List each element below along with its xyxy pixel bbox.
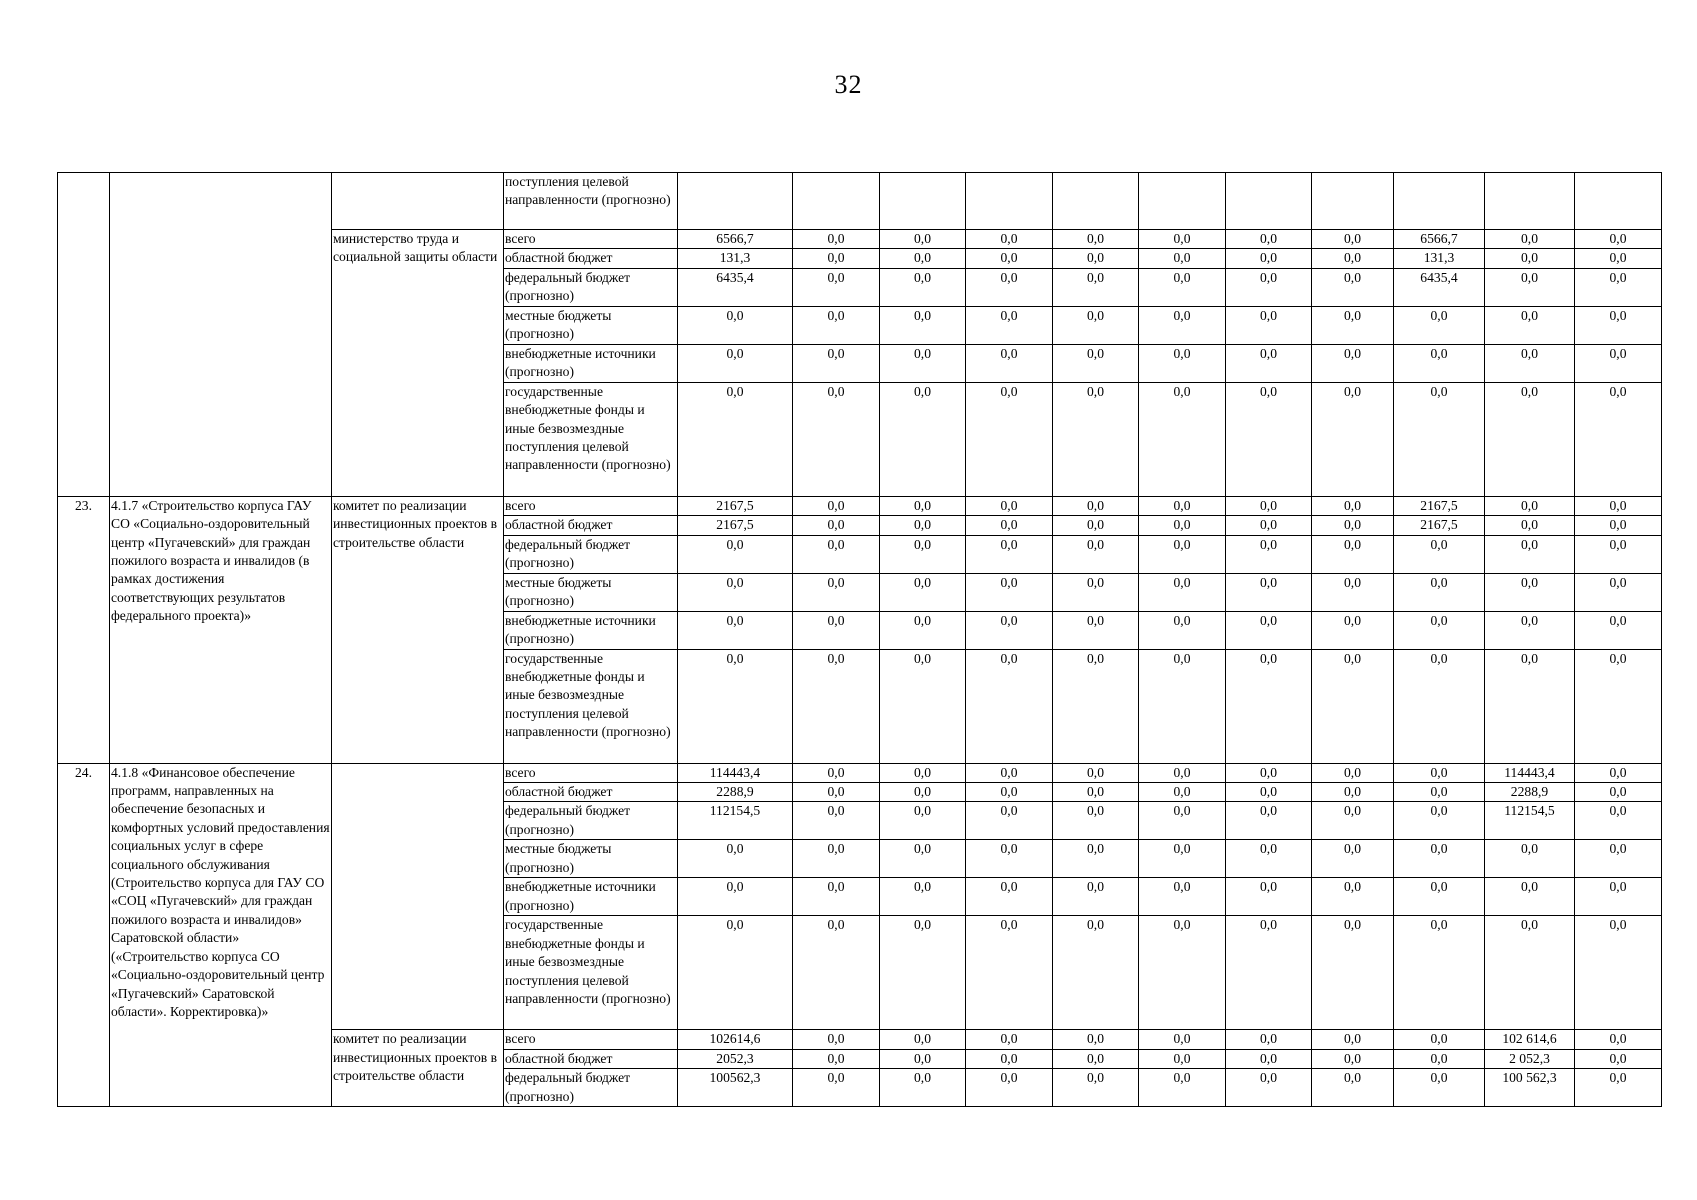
amount-cell: 0,0 (793, 763, 880, 782)
amount-cell: 0,0 (966, 516, 1053, 535)
measure-title (110, 173, 332, 497)
funding-source: областной бюджет (504, 249, 678, 268)
amount-cell: 0,0 (1312, 763, 1394, 782)
amount-cell: 0,0 (1312, 783, 1394, 802)
funding-source: всего (504, 763, 678, 782)
amount-cell: 0,0 (1485, 249, 1575, 268)
amount-cell: 0,0 (880, 611, 966, 649)
amount-cell (1394, 173, 1485, 230)
amount-cell: 0,0 (1139, 802, 1226, 840)
amount-cell: 0,0 (1053, 344, 1139, 382)
amount-cell: 0,0 (1312, 382, 1394, 496)
amount-cell: 0,0 (1312, 802, 1394, 840)
amount-cell: 0,0 (1226, 249, 1312, 268)
amount-cell: 0,0 (1575, 516, 1662, 535)
amount-cell: 6435,4 (678, 268, 793, 306)
amount-cell: 0,0 (1312, 1049, 1394, 1068)
row-number: 24. (58, 763, 110, 1107)
amount-cell: 0,0 (1139, 230, 1226, 249)
amount-cell: 0,0 (1485, 573, 1575, 611)
amount-cell: 0,0 (1394, 1049, 1485, 1068)
amount-cell: 0,0 (966, 840, 1053, 878)
amount-cell (793, 173, 880, 230)
amount-cell (880, 173, 966, 230)
amount-cell: 0,0 (1312, 1030, 1394, 1049)
amount-cell: 0,0 (1312, 535, 1394, 573)
amount-cell: 0,0 (1485, 382, 1575, 496)
amount-cell: 0,0 (1575, 649, 1662, 763)
amount-cell: 0,0 (966, 382, 1053, 496)
funding-source: местные бюджеты (прогнозно) (504, 840, 678, 878)
amount-cell: 6566,7 (1394, 230, 1485, 249)
amount-cell: 0,0 (1053, 230, 1139, 249)
amount-cell: 112154,5 (1485, 802, 1575, 840)
amount-cell: 0,0 (1575, 268, 1662, 306)
amount-cell: 0,0 (1053, 1069, 1139, 1107)
amount-cell: 0,0 (793, 573, 880, 611)
amount-cell: 112154,5 (678, 802, 793, 840)
amount-cell: 0,0 (966, 611, 1053, 649)
amount-cell: 0,0 (1226, 1049, 1312, 1068)
amount-cell (966, 173, 1053, 230)
amount-cell: 0,0 (793, 382, 880, 496)
amount-cell: 0,0 (880, 573, 966, 611)
amount-cell: 0,0 (1139, 916, 1226, 1030)
amount-cell: 0,0 (1053, 916, 1139, 1030)
amount-cell: 0,0 (1575, 573, 1662, 611)
amount-cell: 0,0 (793, 516, 880, 535)
amount-cell: 0,0 (1575, 763, 1662, 782)
amount-cell: 0,0 (1575, 783, 1662, 802)
amount-cell: 0,0 (678, 840, 793, 878)
amount-cell: 0,0 (1139, 1069, 1226, 1107)
amount-cell: 0,0 (1312, 916, 1394, 1030)
amount-cell: 0,0 (1312, 230, 1394, 249)
amount-cell: 0,0 (1394, 611, 1485, 649)
amount-cell: 0,0 (1226, 344, 1312, 382)
amount-cell: 0,0 (1575, 382, 1662, 496)
amount-cell: 0,0 (793, 535, 880, 573)
amount-cell: 114443,4 (1485, 763, 1575, 782)
amount-cell: 0,0 (1312, 649, 1394, 763)
amount-cell (678, 173, 793, 230)
row-number: 23. (58, 496, 110, 763)
amount-cell: 102614,6 (678, 1030, 793, 1049)
amount-cell: 0,0 (880, 763, 966, 782)
amount-cell: 0,0 (1394, 916, 1485, 1030)
amount-cell: 0,0 (793, 268, 880, 306)
amount-cell: 100 562,3 (1485, 1069, 1575, 1107)
amount-cell: 0,0 (1053, 1030, 1139, 1049)
funding-source: государственные внебюджетные фонды и иные безвозмездные поступления целевой направленности (прогнозно) (504, 649, 678, 763)
amount-cell: 0,0 (1226, 783, 1312, 802)
amount-cell: 0,0 (966, 649, 1053, 763)
amount-cell: 0,0 (1312, 611, 1394, 649)
amount-cell: 0,0 (1226, 230, 1312, 249)
amount-cell: 0,0 (1485, 230, 1575, 249)
amount-cell: 0,0 (1053, 878, 1139, 916)
measure-title: 4.1.8 «Финансовое обеспечение программ, направленных на обеспечение безопасных и комфортных условий предоставления социальных услуг в сфере социального обслуживания (Строительство корпуса для ГАУ СО «СОЦ «Пугачевский» для граждан пожилого возраста и инвалидов» Саратовской области» («Строительство корпуса СО «Социально-оздоровительный центр «Пугачевский» Саратовской области». Корректировка)» (110, 763, 332, 1107)
amount-cell: 0,0 (1053, 802, 1139, 840)
executor-cell: комитет по реализации инвестиционных проектов в строительстве области (332, 496, 504, 763)
amount-cell: 0,0 (966, 763, 1053, 782)
amount-cell: 0,0 (1312, 249, 1394, 268)
amount-cell: 0,0 (880, 535, 966, 573)
executor-cell (332, 173, 504, 230)
amount-cell: 0,0 (1485, 649, 1575, 763)
funding-source: областной бюджет (504, 1049, 678, 1068)
table-row (58, 173, 1662, 230)
amount-cell: 0,0 (1139, 306, 1226, 344)
amount-cell: 0,0 (1575, 1049, 1662, 1068)
amount-cell: 0,0 (1139, 249, 1226, 268)
amount-cell: 0,0 (1312, 516, 1394, 535)
amount-cell: 0,0 (1485, 516, 1575, 535)
amount-cell: 0,0 (880, 496, 966, 515)
amount-cell: 0,0 (1139, 783, 1226, 802)
amount-cell: 0,0 (678, 344, 793, 382)
amount-cell: 0,0 (1226, 382, 1312, 496)
amount-cell: 0,0 (1485, 268, 1575, 306)
funding-source: областной бюджет (504, 783, 678, 802)
amount-cell: 6435,4 (1394, 268, 1485, 306)
amount-cell: 0,0 (793, 344, 880, 382)
amount-cell: 0,0 (880, 916, 966, 1030)
amount-cell: 0,0 (1485, 535, 1575, 573)
amount-cell: 0,0 (1226, 306, 1312, 344)
amount-cell: 0,0 (1394, 1030, 1485, 1049)
amount-cell: 0,0 (1575, 916, 1662, 1030)
amount-cell: 0,0 (793, 840, 880, 878)
amount-cell: 0,0 (880, 344, 966, 382)
amount-cell: 0,0 (678, 916, 793, 1030)
amount-cell: 0,0 (1139, 878, 1226, 916)
amount-cell: 0,0 (1053, 763, 1139, 782)
amount-cell: 0,0 (793, 1069, 880, 1107)
amount-cell: 0,0 (966, 535, 1053, 573)
amount-cell: 0,0 (1394, 878, 1485, 916)
executor-cell: министерство труда и социальной защиты области (332, 230, 504, 497)
amount-cell: 0,0 (966, 306, 1053, 344)
amount-cell: 0,0 (1226, 496, 1312, 515)
amount-cell: 0,0 (1394, 382, 1485, 496)
funding-source: поступления целевой направленности (прогнозно) (504, 173, 678, 230)
amount-cell: 0,0 (1394, 344, 1485, 382)
funding-source: внебюджетные источники (прогнозно) (504, 344, 678, 382)
amount-cell: 0,0 (1053, 783, 1139, 802)
amount-cell: 0,0 (1485, 916, 1575, 1030)
amount-cell: 0,0 (1139, 763, 1226, 782)
amount-cell (1575, 173, 1662, 230)
amount-cell: 0,0 (1226, 802, 1312, 840)
funding-source: внебюджетные источники (прогнозно) (504, 611, 678, 649)
amount-cell: 0,0 (793, 783, 880, 802)
amount-cell: 0,0 (1394, 535, 1485, 573)
amount-cell: 0,0 (1485, 344, 1575, 382)
amount-cell (1053, 173, 1139, 230)
executor-cell: комитет по реализации инвестиционных проектов в строительстве области (332, 1030, 504, 1107)
funding-source: всего (504, 230, 678, 249)
amount-cell: 0,0 (1053, 249, 1139, 268)
amount-cell: 6566,7 (678, 230, 793, 249)
amount-cell: 0,0 (1575, 306, 1662, 344)
amount-cell: 102 614,6 (1485, 1030, 1575, 1049)
amount-cell: 2167,5 (1394, 496, 1485, 515)
amount-cell: 0,0 (1226, 878, 1312, 916)
amount-cell: 0,0 (793, 306, 880, 344)
amount-cell: 0,0 (1139, 649, 1226, 763)
amount-cell: 0,0 (880, 1069, 966, 1107)
amount-cell: 0,0 (966, 230, 1053, 249)
measure-title: 4.1.7 «Строительство корпуса ГАУ СО «Социально-оздоровительный центр «Пугачевский» для граждан пожилого возраста и инвалидов (в рамках достижения соответствующих результатов федерального проекта)» (110, 496, 332, 763)
amount-cell: 0,0 (1485, 878, 1575, 916)
amount-cell: 0,0 (793, 1030, 880, 1049)
amount-cell: 131,3 (1394, 249, 1485, 268)
amount-cell: 0,0 (1053, 496, 1139, 515)
amount-cell: 0,0 (1575, 344, 1662, 382)
amount-cell: 0,0 (880, 1030, 966, 1049)
amount-cell: 0,0 (678, 382, 793, 496)
amount-cell: 0,0 (966, 268, 1053, 306)
amount-cell: 0,0 (793, 496, 880, 515)
amount-cell: 0,0 (966, 916, 1053, 1030)
amount-cell: 0,0 (1575, 496, 1662, 515)
amount-cell: 2167,5 (1394, 516, 1485, 535)
amount-cell: 0,0 (880, 649, 966, 763)
amount-cell: 0,0 (1139, 516, 1226, 535)
amount-cell: 0,0 (1575, 535, 1662, 573)
amount-cell: 0,0 (1575, 230, 1662, 249)
amount-cell: 0,0 (1053, 306, 1139, 344)
amount-cell: 0,0 (966, 1049, 1053, 1068)
amount-cell: 0,0 (1575, 802, 1662, 840)
amount-cell: 0,0 (966, 249, 1053, 268)
amount-cell: 2288,9 (678, 783, 793, 802)
amount-cell: 0,0 (880, 783, 966, 802)
amount-cell: 0,0 (880, 802, 966, 840)
amount-cell: 0,0 (1226, 840, 1312, 878)
amount-cell: 0,0 (966, 802, 1053, 840)
amount-cell: 0,0 (1394, 840, 1485, 878)
amount-cell: 0,0 (1575, 249, 1662, 268)
amount-cell: 0,0 (1394, 306, 1485, 344)
amount-cell: 0,0 (1575, 1069, 1662, 1107)
amount-cell: 0,0 (1485, 611, 1575, 649)
amount-cell: 0,0 (678, 878, 793, 916)
amount-cell: 0,0 (1575, 840, 1662, 878)
funding-source: местные бюджеты (прогнозно) (504, 306, 678, 344)
amount-cell: 0,0 (1053, 535, 1139, 573)
amount-cell: 0,0 (793, 802, 880, 840)
funding-source: всего (504, 1030, 678, 1049)
amount-cell: 0,0 (1139, 1030, 1226, 1049)
amount-cell: 0,0 (678, 573, 793, 611)
amount-cell: 131,3 (678, 249, 793, 268)
table-row (58, 496, 1662, 515)
amount-cell: 0,0 (880, 1049, 966, 1068)
amount-cell: 0,0 (793, 878, 880, 916)
amount-cell: 0,0 (678, 649, 793, 763)
funding-source: местные бюджеты (прогнозно) (504, 573, 678, 611)
amount-cell: 0,0 (1394, 649, 1485, 763)
funding-source: федеральный бюджет (прогнозно) (504, 535, 678, 573)
amount-cell (1226, 173, 1312, 230)
amount-cell: 0,0 (1394, 763, 1485, 782)
amount-cell: 0,0 (880, 878, 966, 916)
budget-table (57, 172, 1662, 1107)
amount-cell: 0,0 (1053, 382, 1139, 496)
amount-cell: 0,0 (678, 611, 793, 649)
amount-cell: 2167,5 (678, 516, 793, 535)
page-number: 32 (834, 70, 863, 99)
funding-source: областной бюджет (504, 516, 678, 535)
amount-cell: 0,0 (1575, 1030, 1662, 1049)
amount-cell: 0,0 (1226, 516, 1312, 535)
amount-cell: 0,0 (1312, 496, 1394, 515)
amount-cell: 0,0 (793, 916, 880, 1030)
amount-cell: 0,0 (1053, 649, 1139, 763)
amount-cell: 0,0 (880, 840, 966, 878)
amount-cell: 114443,4 (678, 763, 793, 782)
amount-cell: 0,0 (1226, 573, 1312, 611)
amount-cell: 0,0 (793, 249, 880, 268)
amount-cell (1312, 173, 1394, 230)
amount-cell: 0,0 (1226, 763, 1312, 782)
amount-cell: 0,0 (1226, 535, 1312, 573)
amount-cell: 100562,3 (678, 1069, 793, 1107)
amount-cell: 0,0 (1485, 840, 1575, 878)
amount-cell: 0,0 (1139, 268, 1226, 306)
amount-cell: 0,0 (1139, 573, 1226, 611)
amount-cell: 2 052,3 (1485, 1049, 1575, 1068)
amount-cell: 0,0 (880, 230, 966, 249)
amount-cell: 0,0 (880, 268, 966, 306)
amount-cell: 2167,5 (678, 496, 793, 515)
amount-cell: 0,0 (1139, 496, 1226, 515)
amount-cell: 0,0 (1053, 1049, 1139, 1068)
amount-cell: 0,0 (1575, 611, 1662, 649)
amount-cell: 0,0 (1394, 1069, 1485, 1107)
amount-cell: 0,0 (1485, 496, 1575, 515)
amount-cell: 0,0 (880, 516, 966, 535)
amount-cell: 0,0 (1139, 382, 1226, 496)
amount-cell: 0,0 (1226, 611, 1312, 649)
amount-cell: 0,0 (1053, 573, 1139, 611)
amount-cell: 0,0 (1394, 573, 1485, 611)
amount-cell: 0,0 (1312, 878, 1394, 916)
amount-cell: 0,0 (1575, 878, 1662, 916)
amount-cell: 0,0 (1312, 1069, 1394, 1107)
amount-cell: 0,0 (880, 306, 966, 344)
amount-cell: 0,0 (880, 249, 966, 268)
funding-source: федеральный бюджет (прогнозно) (504, 802, 678, 840)
amount-cell: 0,0 (1139, 1049, 1226, 1068)
amount-cell: 0,0 (966, 496, 1053, 515)
amount-cell: 0,0 (678, 535, 793, 573)
amount-cell: 0,0 (880, 382, 966, 496)
amount-cell: 0,0 (1312, 268, 1394, 306)
amount-cell: 0,0 (1226, 649, 1312, 763)
amount-cell: 0,0 (1139, 344, 1226, 382)
amount-cell: 0,0 (678, 306, 793, 344)
funding-source: государственные внебюджетные фонды и иные безвозмездные поступления целевой направленности (прогнозно) (504, 916, 678, 1030)
amount-cell: 2288,9 (1485, 783, 1575, 802)
amount-cell: 0,0 (966, 1030, 1053, 1049)
amount-cell (1485, 173, 1575, 230)
amount-cell: 0,0 (1485, 306, 1575, 344)
amount-cell: 0,0 (1312, 573, 1394, 611)
funding-source: всего (504, 496, 678, 515)
amount-cell: 0,0 (1226, 268, 1312, 306)
amount-cell: 0,0 (966, 878, 1053, 916)
amount-cell: 0,0 (1394, 802, 1485, 840)
funding-source: федеральный бюджет (прогнозно) (504, 1069, 678, 1107)
amount-cell: 0,0 (1139, 840, 1226, 878)
amount-cell: 0,0 (1053, 268, 1139, 306)
executor-cell (332, 763, 504, 1030)
amount-cell: 0,0 (966, 1069, 1053, 1107)
amount-cell: 2052,3 (678, 1049, 793, 1068)
amount-cell: 0,0 (793, 230, 880, 249)
funding-source: федеральный бюджет (прогнозно) (504, 268, 678, 306)
amount-cell: 0,0 (1312, 344, 1394, 382)
amount-cell: 0,0 (1226, 916, 1312, 1030)
amount-cell: 0,0 (793, 649, 880, 763)
amount-cell: 0,0 (1053, 611, 1139, 649)
amount-cell: 0,0 (966, 783, 1053, 802)
row-number (58, 173, 110, 497)
funding-source: внебюджетные источники (прогнозно) (504, 878, 678, 916)
amount-cell: 0,0 (1139, 535, 1226, 573)
amount-cell: 0,0 (1226, 1069, 1312, 1107)
funding-source: государственные внебюджетные фонды и иные безвозмездные поступления целевой направленности (прогнозно) (504, 382, 678, 496)
amount-cell: 0,0 (1312, 306, 1394, 344)
amount-cell (1139, 173, 1226, 230)
amount-cell: 0,0 (966, 573, 1053, 611)
amount-cell: 0,0 (1226, 1030, 1312, 1049)
amount-cell: 0,0 (966, 344, 1053, 382)
amount-cell: 0,0 (1053, 516, 1139, 535)
table-row (58, 763, 1662, 782)
amount-cell: 0,0 (793, 611, 880, 649)
amount-cell: 0,0 (1394, 783, 1485, 802)
amount-cell: 0,0 (1053, 840, 1139, 878)
amount-cell: 0,0 (1312, 840, 1394, 878)
amount-cell: 0,0 (1139, 611, 1226, 649)
amount-cell: 0,0 (793, 1049, 880, 1068)
